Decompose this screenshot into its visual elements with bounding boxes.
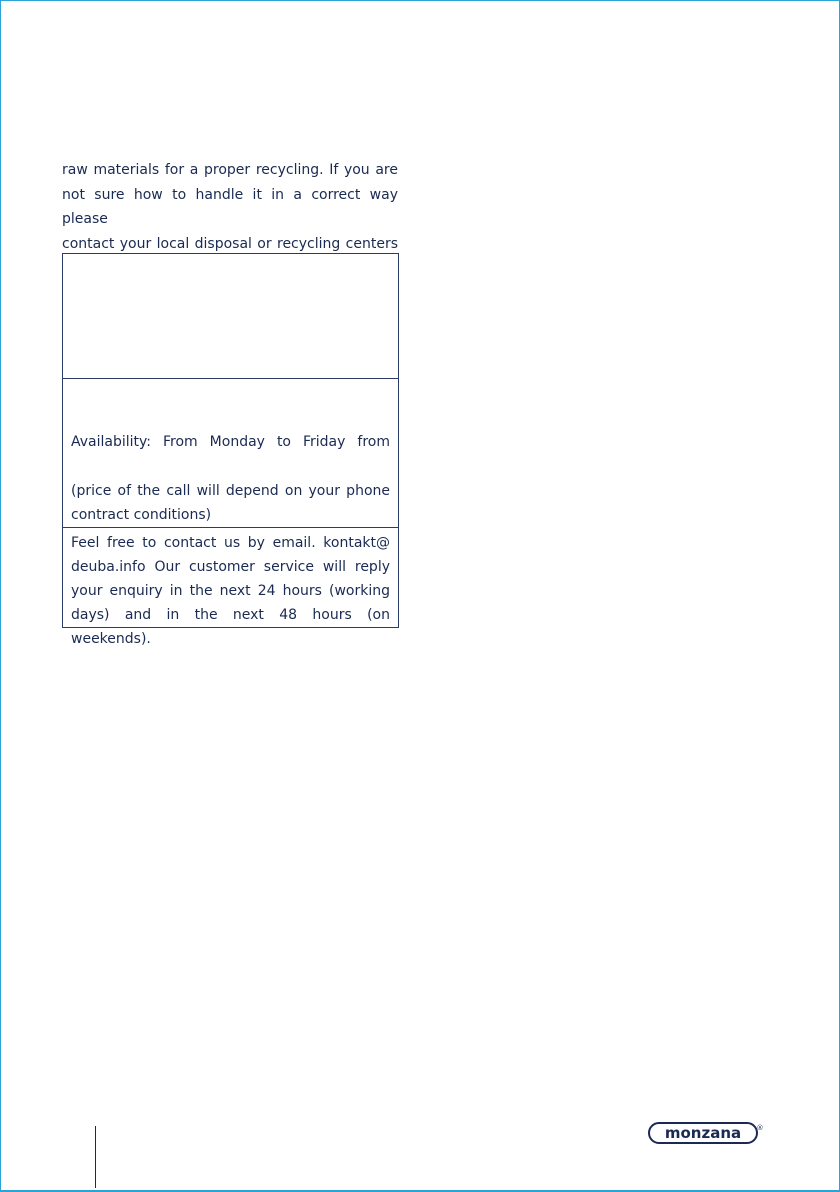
registered-mark: ® (756, 1124, 764, 1132)
intro-paragraph (62, 158, 398, 256)
monzana-logo (648, 1121, 766, 1145)
call-price-note: (price of the call will depend on your phone contract conditions) (71, 483, 390, 523)
footer-divider (95, 1126, 96, 1188)
logo-wordmark: monzana (664, 1124, 742, 1142)
contact-table (62, 253, 399, 647)
intro-line-3: contact your local disposal or recycling centers (62, 235, 398, 252)
availability-text: Availability: From Monday to Friday from (71, 434, 390, 450)
email-contact-text: Feel free to contact us by email. kontakt@ deuba.info Our customer service will reply your enquiry in the next 24 hours (working days) and in the next 48 hours (on weekends). (71, 535, 390, 647)
address-cell (63, 254, 398, 379)
intro-line-2: not sure how to handle it in a correct way please (62, 186, 398, 227)
intro-line-1: raw materials for a proper recycling. If you are (62, 162, 398, 178)
email-cell (63, 528, 398, 647)
phone-cell (63, 379, 398, 528)
